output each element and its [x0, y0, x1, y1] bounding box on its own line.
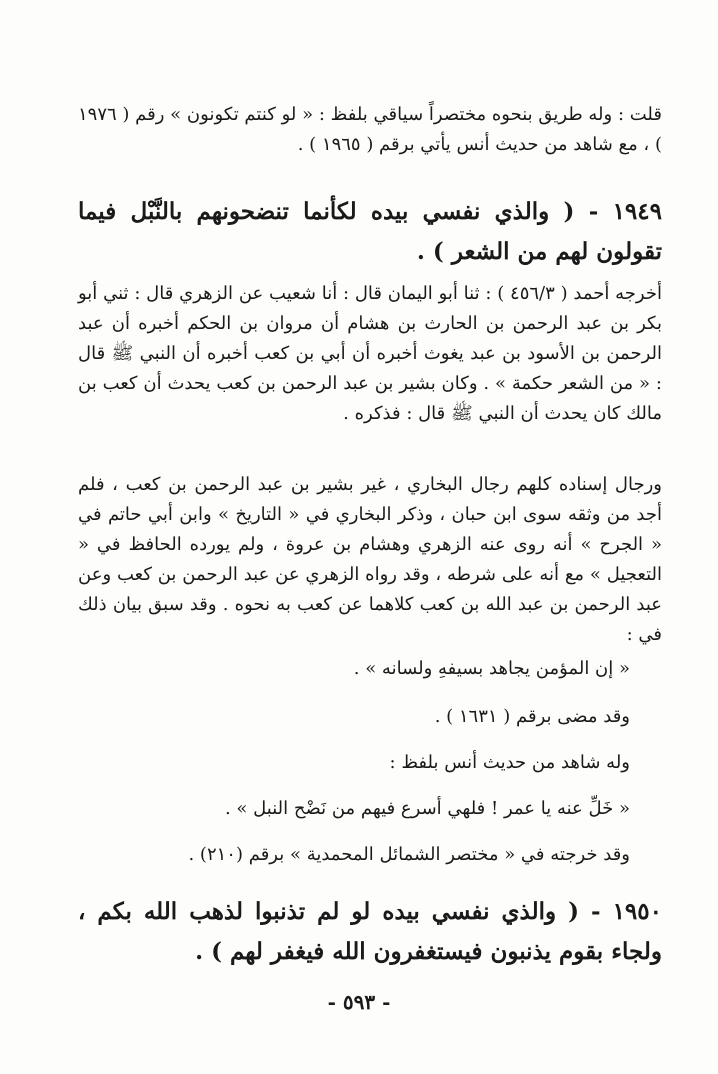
- note-intro-paragraph: قلت : وله طريق بنحوه مختصراً سياقي بلفظ : « لو كنتم تكونون » رقم ( ١٩٧٦ ) ، مع شاهد من حديث أنس يأتي برقم ( ١٩٦٥ ) .: [78, 104, 662, 155]
- shamail-reference: وقد خرجته في « مختصر الشمائل المحمدية » برقم (٢١٠) .: [188, 844, 630, 865]
- quote-umar: « خَلِّ عنه يا عمر ! فلهي أسرع فيهم من نَضْح النبل » .: [224, 798, 630, 819]
- takhrij-paragraph: أخرجه أحمد ( ٤٥٦/٣ ) : ثنا أبو اليمان قال : أنا شعيب عن الزهري قال : ثني أبو بكر بن عبد الرحمن بن الحارث بن هشام أن مروان بن الحكم أخبره أن عبد الرحمن بن الأسود بن عبد يغوث أخبره أن أبي بن كعب أخبره أن النبي ﷺ قال : « من الشعر حكمة » . وكان بشير بن عبد الرحمن بن كعب يحدث أن كعب بن مالك كان يحدث أن النبي ﷺ قال : فذكره .: [78, 283, 662, 424]
- page-number: - ٥٩٣ -: [327, 990, 391, 1014]
- hadith-1949-heading: ١٩٤٩ - ( والذي نفسي بيده لكأنما تنضحونهم بالنَّبْل فيما تقولون لهم من الشعر ) .: [78, 198, 662, 265]
- past-reference: وقد مضى برقم ( ١٦٣١ ) .: [434, 706, 630, 727]
- quote-mumin: « إن المؤمن يجاهد بسيفهِ ولسانه » .: [353, 658, 630, 679]
- anas-witness-line: وله شاهد من حديث أنس بلفظ :: [389, 752, 630, 773]
- rijal-paragraph: ورجال إسناده كلهم رجال البخاري ، غير بشير بن عبد الرحمن بن كعب ، فلم أجد من وثقه سوى ابن حبان ، وذكر البخاري في « التاريخ » وابن أبي حاتم في « الجرح » أنه روى عنه الزهري وهشام بن عروة ، ولم يورده الحافظ في « التعجيل » مع أنه على شرطه ، وقد رواه الزهري عن عبد الرحمن بن كعب وعن عبد الرحمن بن عبد الله بن كعب كلاهما عن كعب به نحوه . وقد سبق بيان ذلك في :: [78, 474, 662, 645]
- hadith-1950-heading: ١٩٥٠ - ( والذي نفسي بيده لو لم تذنبوا لذهب الله بكم ، ولجاء بقوم يذنبون فيستغفرون الله فيغفر لهم ) .: [78, 898, 662, 965]
